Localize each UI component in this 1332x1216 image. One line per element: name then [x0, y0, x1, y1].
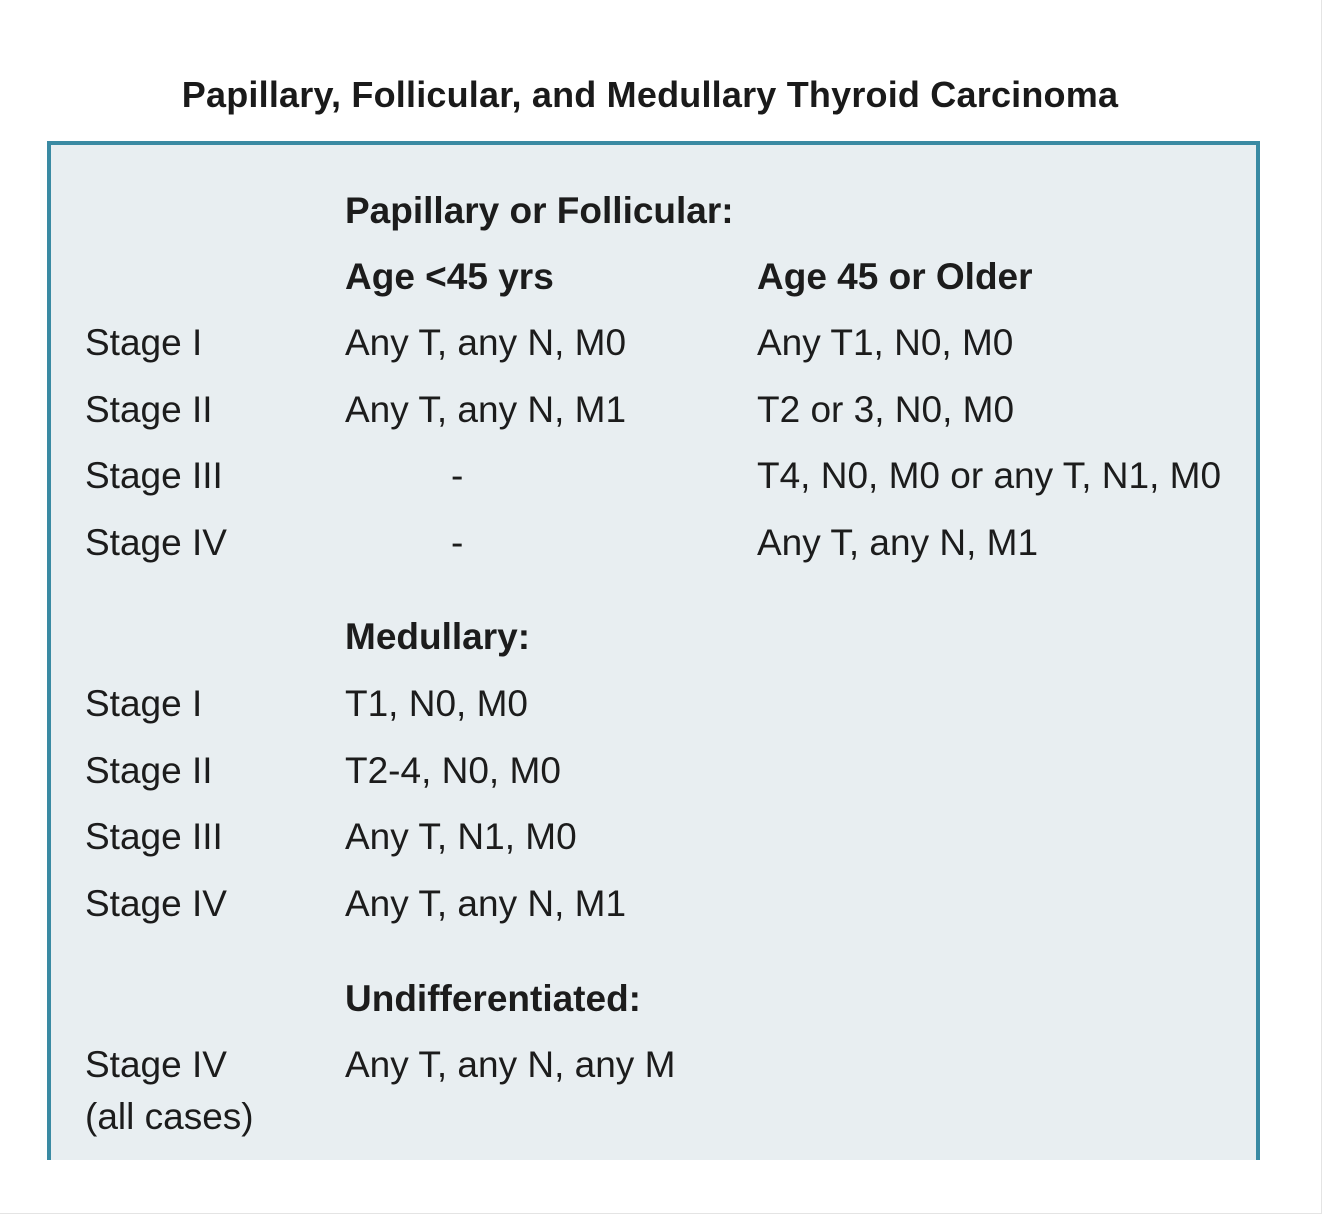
- row-stage-sublabel: (all cases): [85, 1096, 254, 1137]
- row-under45-value: Any T, any N, M1: [345, 389, 627, 430]
- row-criteria-value: Any T, any N, any M: [345, 1044, 676, 1085]
- row-stage-label: Stage I: [85, 322, 203, 363]
- row-stage-label: Stage III: [85, 455, 223, 496]
- row-stage-label: Stage I: [85, 683, 203, 724]
- section-heading-undifferentiated: Undifferentiated:: [345, 978, 641, 1019]
- row-criteria-value: Any T, N1, M0: [345, 816, 577, 857]
- row-over45-value: Any T1, N0, M0: [757, 322, 1014, 363]
- column-header-under45: Age <45 yrs: [345, 256, 554, 297]
- row-stage-label: Stage IV: [85, 883, 227, 924]
- row-under45-value: -: [451, 455, 464, 496]
- table-title: Papillary, Follicular, and Medullary Thyroid Carcinoma: [181, 74, 1119, 115]
- row-criteria-value: T2-4, N0, M0: [345, 750, 561, 791]
- row-stage-label: Stage IV: [85, 1044, 227, 1085]
- column-header-45-older: Age 45 or Older: [757, 256, 1033, 297]
- staging-table: [47, 141, 1260, 1160]
- row-stage-label: Stage IV: [85, 522, 227, 563]
- row-stage-label: Stage III: [85, 816, 223, 857]
- row-criteria-value: Any T, any N, M1: [345, 883, 627, 924]
- row-criteria-value: T1, N0, M0: [345, 683, 528, 724]
- section-heading-medullary: Medullary:: [345, 616, 531, 657]
- row-over45-value: T2 or 3, N0, M0: [757, 389, 1015, 430]
- row-over45-value: Any T, any N, M1: [757, 522, 1039, 563]
- section-heading-papillary: Papillary or Follicular:: [345, 190, 734, 231]
- row-stage-label: Stage II: [85, 389, 213, 430]
- row-over45-value: T4, N0, M0 or any T, N1, M0: [757, 455, 1222, 496]
- row-under45-value: Any T, any N, M0: [345, 322, 627, 363]
- row-stage-label: Stage II: [85, 750, 213, 791]
- row-under45-value: -: [451, 522, 464, 563]
